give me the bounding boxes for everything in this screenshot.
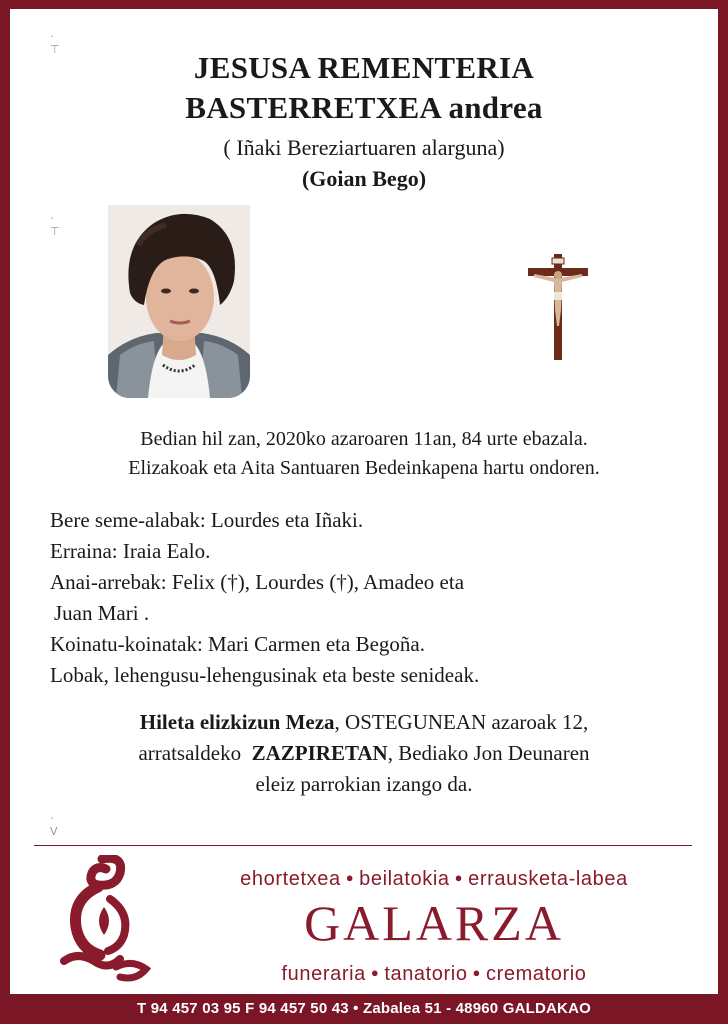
scan-artifact: · ⊤ [50,212,60,238]
service-item: errausketa-labea [468,868,628,890]
family-line: Bere seme-alabak: Lourdes eta Iñaki. [50,508,364,532]
funeral-line2 [0,738,728,769]
family-line: Anai-arrebak: Felix (†), Lourdes (†), Amadeo eta [50,570,465,594]
funeral-home-brand [150,868,718,986]
service-item: crematorio [486,963,587,985]
family-line: Juan Mari . [54,601,150,625]
service-item: ehortetxea [240,868,341,890]
family-line: Lobak, lehengusu-lehengusinak eta beste senideak. [50,663,480,687]
funeral-line1 [0,707,728,738]
funeral-date: , OSTEGUNEAN azaroak 12, [334,710,589,734]
funeral-place: , Bediako Jon Deunaren [387,741,590,765]
death-line2: Elizakoak eta Aita Santuaren Bedeinkapena hartu ondoren. [128,457,600,479]
deceased-title: andrea [448,90,543,125]
brand-name: GALARZA [304,895,564,951]
deceased-name-line1: JESUSA REMENTERIA [193,50,535,85]
divider [34,845,692,846]
death-line1: Bedian hil zan, 2020ko azaroaren 11an, 84 urte ebazala. [140,428,588,450]
widow-of: ( Iñaki Bereziartuaren alarguna) [223,135,505,160]
services-spanish [150,963,718,986]
portrait-photo [108,205,250,398]
galarza-logo-icon [58,855,152,983]
service-item: beilatokia [359,868,450,890]
funeral-time: ZAZPIRETAN [251,741,388,765]
obituary-header [0,48,728,194]
family-line: Koinatu-koinatak: Mari Carmen eta Begoña. [50,632,425,656]
goian-bego: (Goian Bego) [301,166,427,191]
bullet-icon: ● [345,870,355,885]
deceased-name-line2 [0,88,728,128]
crucifix-icon [528,254,588,360]
family-line: Erraina: Iraia Ealo. [50,539,211,563]
funeral-notice [0,707,728,800]
funeral-line3: eleiz parrokian izango da. [255,772,473,796]
scan-artifact: · V [50,812,58,838]
service-item: tanatorio [384,963,468,985]
death-notice [0,425,728,483]
bullet-icon: ● [370,965,380,980]
contact-footer: T 94 457 03 95 F 94 457 50 43 • Zabalea 51 - 48960 GALDAKAO [0,994,728,1024]
bullet-icon: ● [454,870,464,885]
services-basque [150,868,718,891]
funeral-time-prefix: arratsaldeko [138,741,252,765]
deceased-surname: BASTERRETXEA [185,90,441,125]
service-item: funeraria [281,963,366,985]
funeral-mass-label: Hileta elizkizun Meza [139,710,335,734]
family-list [50,505,479,691]
bullet-icon: ● [472,965,481,980]
scan-artifact: · ⊤ [50,30,60,56]
